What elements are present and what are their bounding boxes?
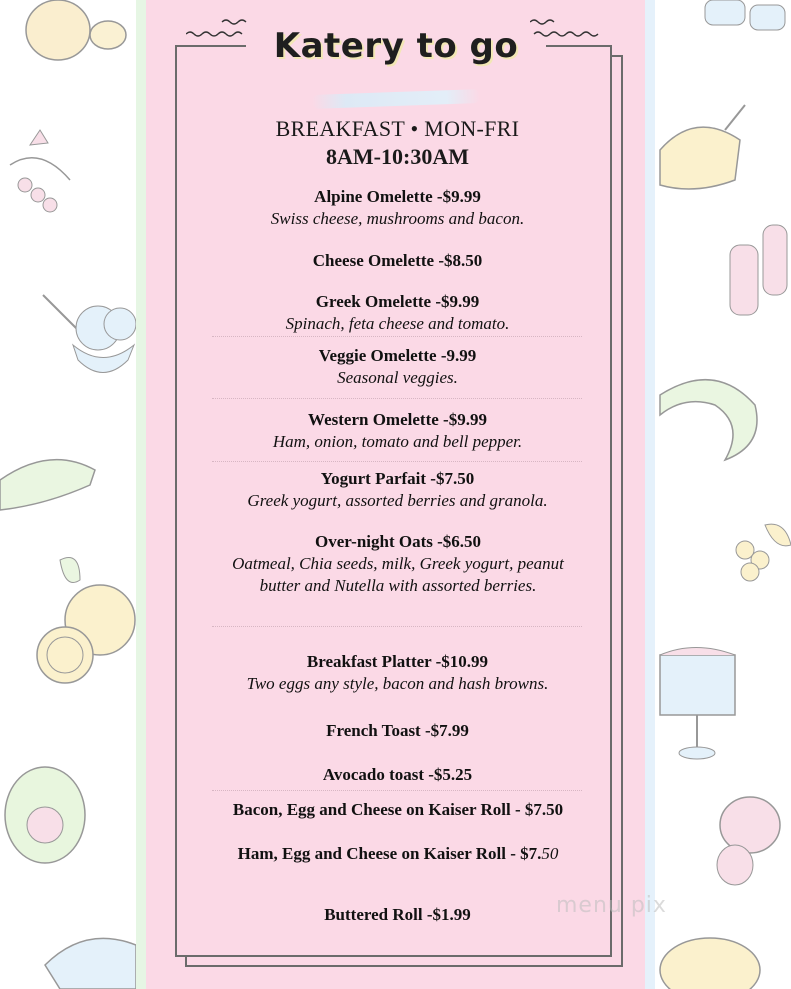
item-name-part: Ham, Egg and Cheese on Kaiser Roll - $7. — [237, 844, 542, 863]
croissant-icon — [655, 365, 765, 475]
item-name: Bacon, Egg and Cheese on Kaiser Roll - $7.50 — [232, 800, 564, 819]
divider — [212, 398, 582, 399]
hours: 8AM-10:30AM — [326, 144, 469, 169]
salt-shaker-icon — [725, 205, 791, 325]
grapes-icon — [0, 125, 80, 235]
item-name: French Toast -$7.99 — [326, 721, 469, 740]
item-name: Alpine Omelette -$9.99 — [314, 187, 481, 206]
item-description: Two eggs any style, bacon and hash browns. — [246, 674, 549, 693]
menu-item — [228, 843, 568, 865]
item-name: Cheese Omelette -$8.50 — [312, 251, 483, 270]
cherries-icon — [715, 785, 791, 895]
right-decoration — [655, 0, 791, 989]
avocado-icon — [0, 750, 100, 870]
apple-icon — [8, 0, 128, 70]
menu-item — [190, 651, 605, 695]
ice-cream-icon — [38, 290, 136, 390]
menu-item — [232, 531, 564, 597]
sandwich-icon — [0, 450, 100, 530]
item-name: Veggie Omelette -9.99 — [318, 346, 477, 365]
fish-icon — [40, 925, 136, 989]
item-description: Spinach, feta cheese and tomato. — [285, 314, 510, 333]
menu-title: Katery to go — [273, 26, 519, 66]
menu-item — [190, 186, 605, 230]
item-name: Avocado toast -$5.25 — [322, 765, 473, 784]
squiggle-right-icon — [530, 18, 610, 44]
divider — [212, 336, 582, 337]
cup-icon — [695, 0, 791, 40]
menu-item — [228, 799, 568, 821]
item-name: Over-night Oats -$6.50 — [314, 532, 482, 551]
menu-item — [190, 764, 605, 786]
section-heading: BREAKFAST • MON-FRI — [275, 116, 520, 141]
roast-chicken-icon — [655, 100, 755, 195]
menu-item — [190, 468, 605, 512]
lemon-icon — [20, 550, 136, 700]
menu-item — [190, 250, 605, 272]
grapes-bunch-icon — [725, 520, 791, 590]
item-description: Ham, onion, tomato and bell pepper. — [272, 432, 523, 451]
cheese-icon — [655, 930, 765, 989]
item-name: Buttered Roll -$1.99 — [324, 905, 471, 924]
item-name: Yogurt Parfait -$7.50 — [320, 469, 475, 488]
item-name: Western Omelette -$9.99 — [308, 410, 487, 429]
menu-item — [190, 904, 605, 926]
divider — [212, 790, 582, 791]
item-name — [228, 843, 568, 865]
item-name: Greek Omelette -$9.99 — [315, 292, 480, 311]
item-description: Seasonal veggies. — [337, 368, 458, 387]
left-decoration — [0, 0, 136, 989]
menu-item — [190, 291, 605, 335]
cake-icon — [655, 625, 755, 765]
item-description: Oatmeal, Chia seeds, milk, Greek yogurt, peanut butter and Nutella with assorted berries. — [232, 554, 564, 595]
squiggle-left-icon — [186, 18, 256, 44]
divider — [212, 626, 582, 627]
menu-item — [190, 345, 605, 389]
item-description: Greek yogurt, assorted berries and granola. — [247, 491, 548, 510]
item-name-part-light: 50 — [541, 844, 559, 863]
item-name: Breakfast Platter -$10.99 — [306, 652, 489, 671]
right-blue-strip — [645, 0, 655, 989]
menu-item — [190, 409, 605, 453]
title-box — [246, 22, 546, 70]
menu-item — [190, 720, 605, 742]
watermark: menu pix — [556, 893, 667, 918]
divider — [212, 461, 582, 462]
item-description: Swiss cheese, mushrooms and bacon. — [270, 209, 525, 228]
left-green-strip — [136, 0, 146, 989]
